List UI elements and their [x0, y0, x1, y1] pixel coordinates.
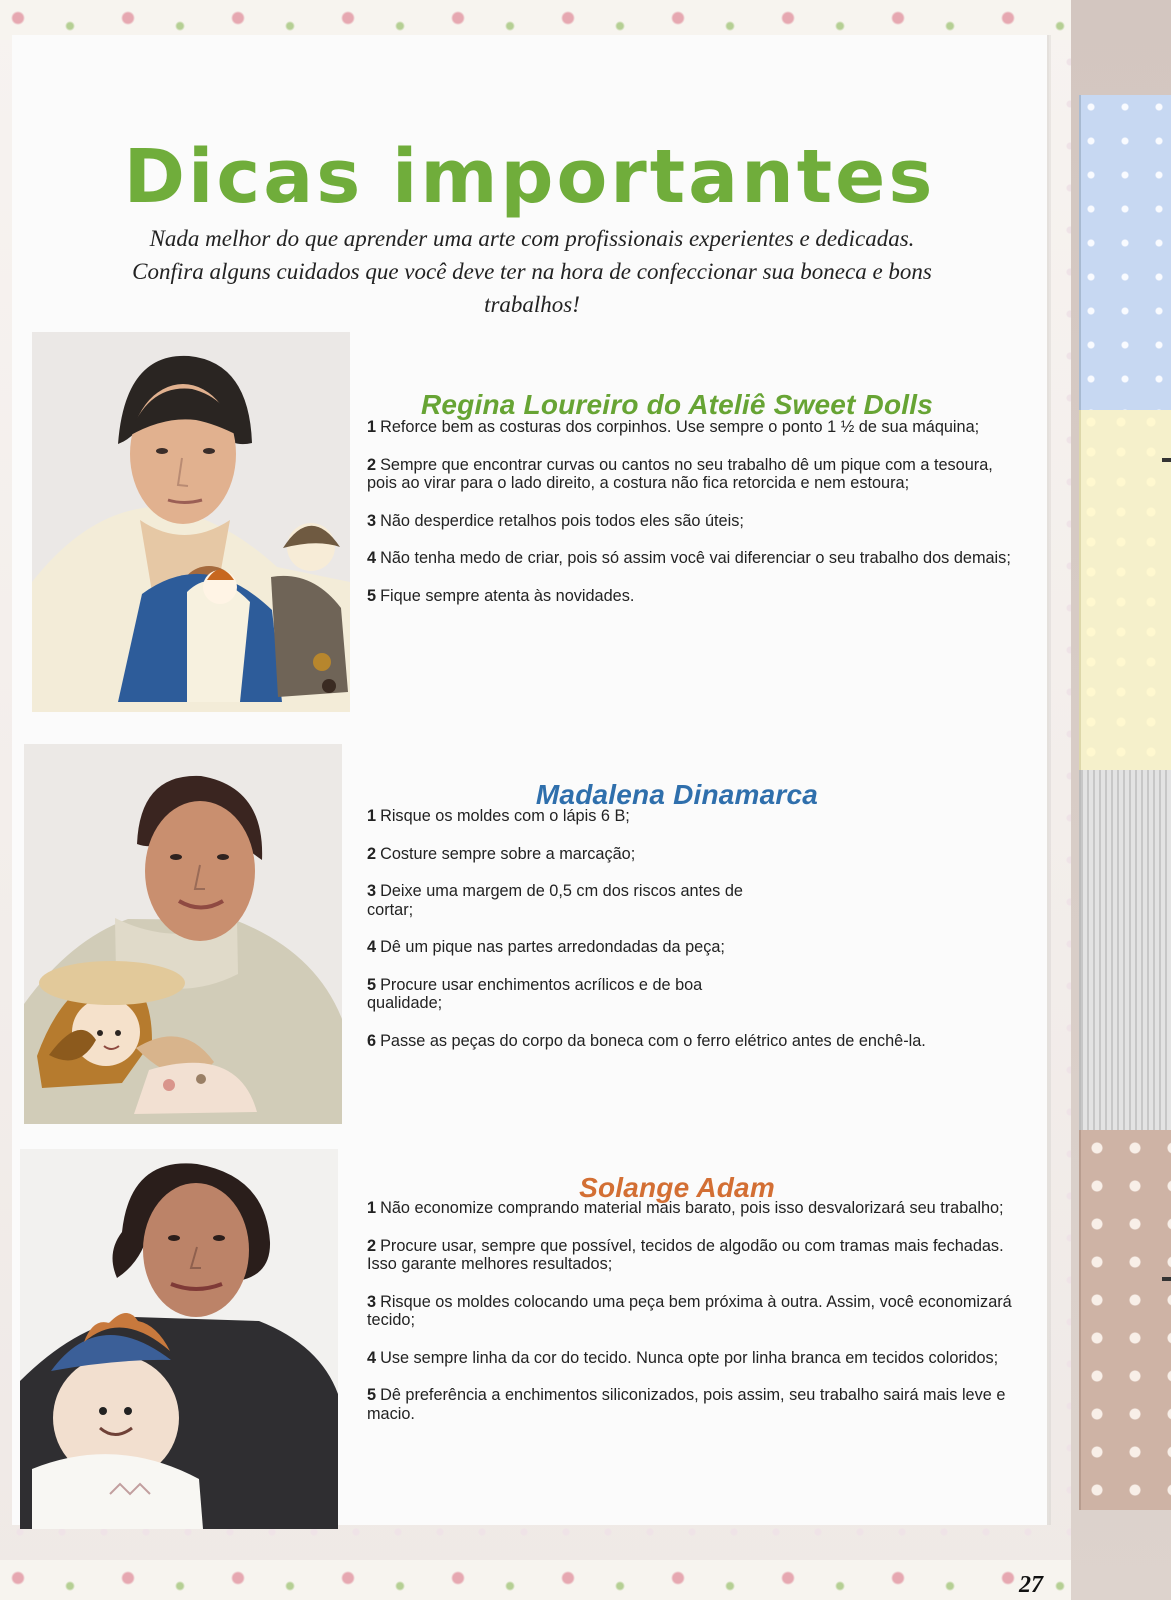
grey-fabric-swatch [1079, 770, 1171, 1130]
tip-text: Risque os moldes com o lápis 6 B; [380, 807, 630, 825]
tip-number: 2 [367, 455, 377, 474]
tip-text: Risque os moldes colocando uma peça bem próxima à outra. Assim, você economizará tecido; [367, 1292, 1012, 1329]
binding-clip-icon [1162, 458, 1171, 462]
tip-item [367, 1237, 1017, 1274]
tip-text: Não economize comprando material mais barato, pois isso desvalorizará seu trabalho; [380, 1199, 1004, 1217]
article-panel [12, 35, 1049, 1525]
regina-photo [32, 332, 350, 712]
tip-number: 1 [367, 418, 377, 436]
regina-tip-list [367, 418, 1017, 624]
tip-item [367, 976, 747, 1013]
tip-number: 5 [367, 975, 377, 994]
solange-heading: Solange Adam [579, 1172, 775, 1204]
tip-text: Deixe uma margem de 0,5 cm dos riscos antes de cortar; [367, 882, 743, 919]
tip-item [367, 587, 1017, 606]
brown-fabric-swatch [1079, 1130, 1171, 1510]
tip-item [367, 807, 1017, 826]
tip-number: 4 [367, 1348, 377, 1367]
page-number: 27 [1019, 1572, 1043, 1598]
tip-item [367, 418, 1017, 437]
tip-item [367, 1032, 1017, 1051]
solange-tip-list [367, 1199, 1017, 1442]
tip-number: 5 [367, 586, 377, 605]
madalena-heading: Madalena Dinamarca [535, 779, 819, 811]
tip-number: 3 [367, 1292, 377, 1311]
yellow-fabric-swatch [1079, 410, 1171, 770]
tip-number: 5 [367, 1386, 377, 1404]
tip-number: 4 [367, 549, 377, 567]
tip-text: Procure usar enchimentos acrílicos e de boa qualidade; [367, 975, 703, 1012]
solange-portrait-icon [20, 1149, 338, 1529]
binding-clip-icon [1162, 1277, 1171, 1281]
tip-number: 1 [367, 1199, 377, 1217]
tip-text: Sempre que encontrar curvas ou cantos no seu trabalho dê um pique com a tesoura, pois ao virar para o lado direito, a costura não fica retorcida e nem estoura; [367, 455, 993, 492]
tip-text: Passe as peças do corpo da boneca com o ferro elétrico antes de enchê-la. [380, 1031, 926, 1050]
tip-item [367, 845, 1017, 864]
tip-item [367, 456, 1017, 493]
regina-portrait-icon [32, 332, 350, 712]
tip-text: Dê preferência a enchimentos siliconizados, pois assim, seu trabalho sairá mais leve e macio. [367, 1386, 1006, 1423]
tip-number: 1 [367, 807, 377, 825]
tip-text: Não desperdice retalhos pois todos eles são úteis; [380, 511, 744, 530]
tip-item [367, 512, 1017, 531]
regina-heading: Regina Loureiro do Ateliê Sweet Dolls [420, 389, 933, 421]
tip-text: Fique sempre atenta às novidades. [380, 586, 635, 605]
blue-fabric-swatch [1079, 95, 1171, 410]
madalena-photo [24, 744, 342, 1124]
tip-text: Costure sempre sobre a marcação; [380, 844, 636, 863]
tip-item [367, 1386, 1017, 1423]
page-title: Dicas importantes [123, 133, 936, 220]
tip-item [367, 549, 1017, 568]
tip-text: Não tenha medo de criar, pois só assim você vai diferenciar o seu trabalho dos demais; [380, 549, 1011, 567]
tip-number: 3 [367, 882, 377, 900]
tip-item [367, 1293, 1017, 1330]
intro-text: Nada melhor do que aprender uma arte com profissionais experientes e dedicadas. Confira alguns cuidados que você deve ter na hora de confeccionar sua boneca e bons trabalhos! [132, 226, 932, 317]
tip-text: Procure usar, sempre que possível, tecidos de algodão ou com tramas mais fechadas. Isso garante melhores resultados; [367, 1236, 1004, 1273]
tip-number: 3 [367, 511, 377, 530]
tip-text: Reforce bem as costuras dos corpinhos. Use sempre o ponto 1 ½ de sua máquina; [380, 418, 980, 436]
bottom-fabric-border [0, 1560, 1171, 1600]
tip-number: 2 [367, 1236, 377, 1255]
solange-photo [20, 1149, 338, 1529]
tip-text: Use sempre linha da cor do tecido. Nunca opte por linha branca em tecidos coloridos; [380, 1348, 999, 1367]
tip-item [367, 938, 1017, 957]
tip-item [367, 882, 787, 919]
tip-number: 6 [367, 1031, 377, 1050]
tip-text: Dê um pique nas partes arredondadas da peça; [380, 938, 725, 956]
madalena-portrait-icon [24, 744, 342, 1124]
article-content [12, 35, 1047, 1525]
tip-item [367, 1199, 1017, 1218]
madalena-tip-list [367, 807, 1017, 1069]
top-fabric-border [0, 0, 1171, 40]
tip-number: 4 [367, 938, 377, 956]
tip-number: 2 [367, 844, 377, 863]
tip-item [367, 1349, 1017, 1368]
